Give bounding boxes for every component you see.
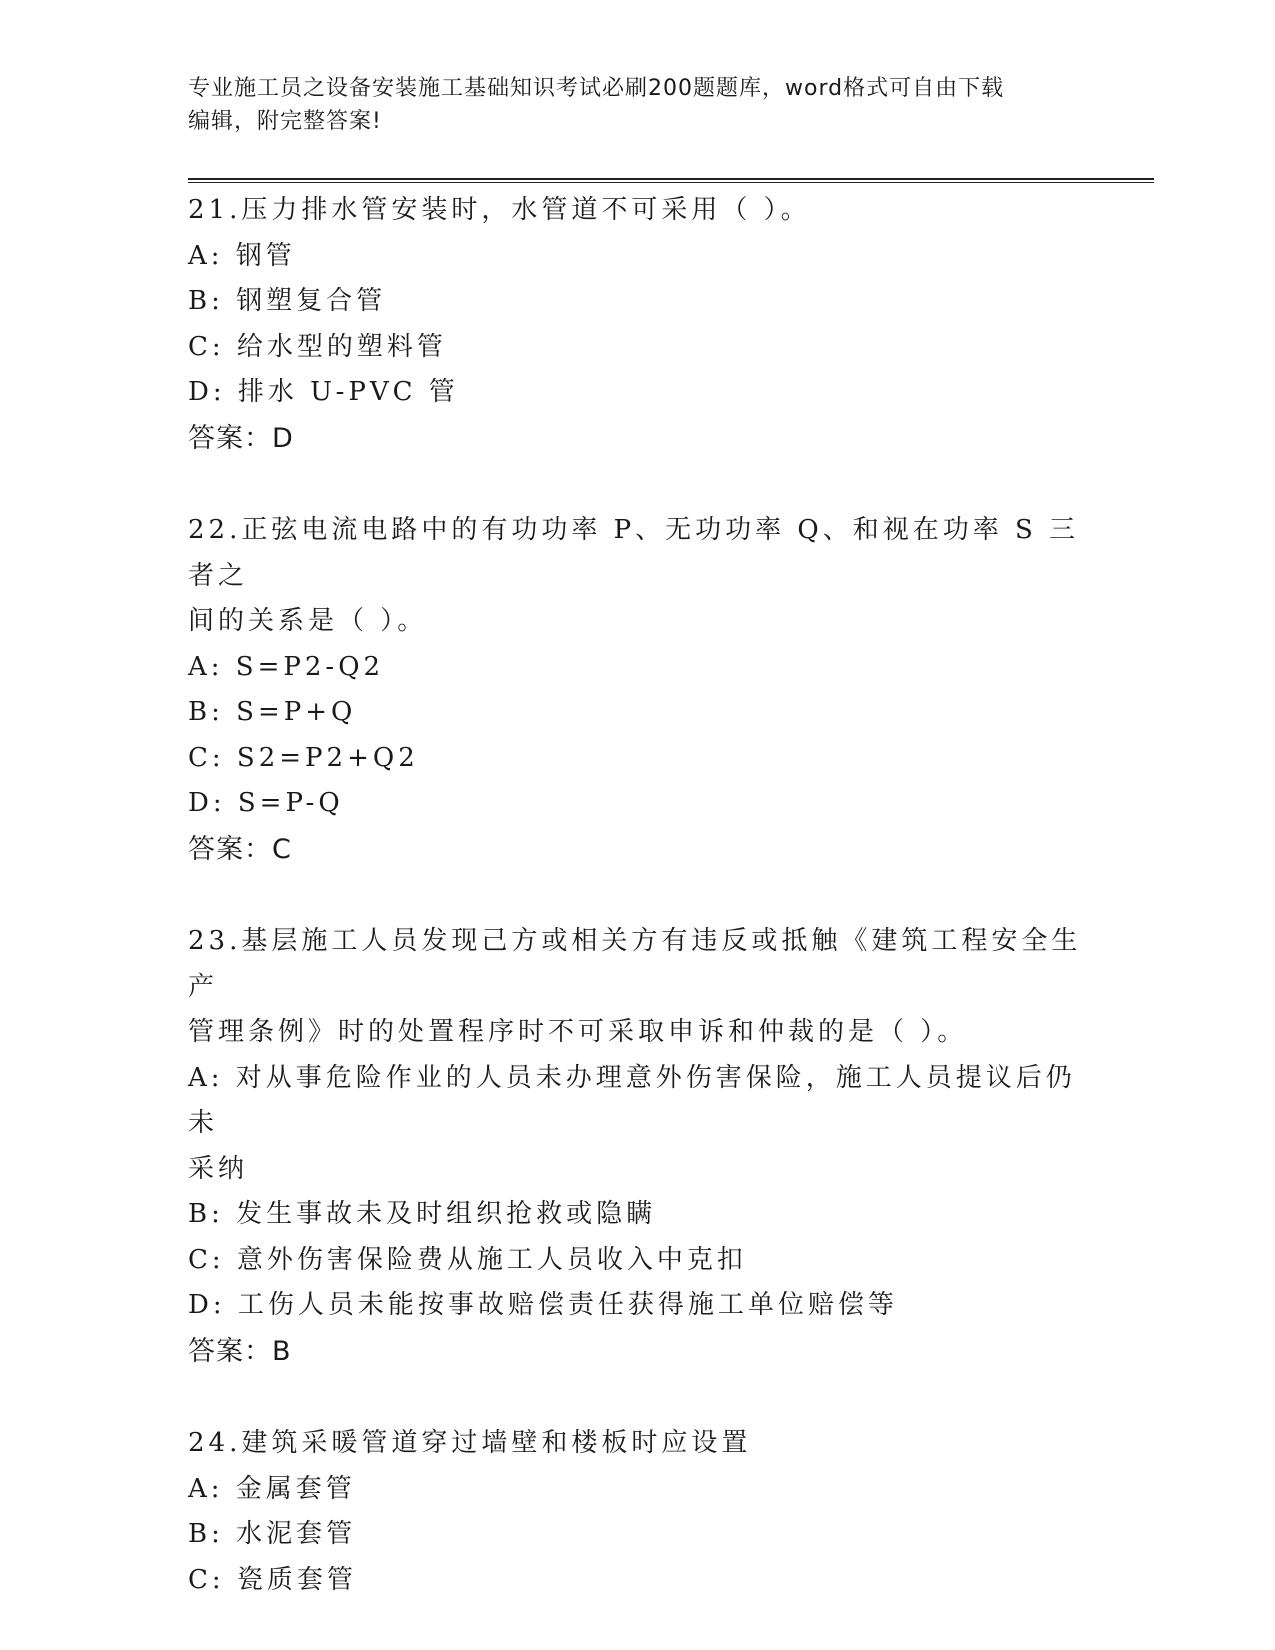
question-stem-continued: 管理条例》时的处置程序时不可采取申诉和仲裁的是（ ）。 xyxy=(188,1017,968,1047)
option-a-continued: 采纳 xyxy=(188,1153,249,1184)
question-stem: 24.建筑采暖管道穿过墙壁和楼板时应设置 xyxy=(188,1428,752,1458)
option-b: B: 水泥套管 xyxy=(188,1519,357,1549)
header-line-2: 编辑，附完整答案! xyxy=(188,109,382,134)
question-24 xyxy=(188,1421,1088,1603)
question-stem-continued: 间的关系是（ ）。 xyxy=(188,606,428,636)
header-line-1: 专业施工员之设备安装施工基础知识考试必刷200题题库，word格式可自由下载 xyxy=(188,76,1005,101)
question-stem: 21.压力排水管安装时，水管道不可采用（ ）。 xyxy=(188,195,811,225)
question-stem: 22.正弦电流电路中的有功功率 P、无功功率 Q、和视在功率 S 三者之 xyxy=(188,515,1080,591)
option-a: A: 金属套管 xyxy=(188,1473,356,1504)
option-c: C: 给水型的塑料管 xyxy=(188,331,447,362)
option-c: C: 瓷质套管 xyxy=(188,1564,357,1595)
question-21 xyxy=(188,188,1088,461)
question-list xyxy=(188,188,1088,1650)
question-stem: 23.基层施工人员发现己方或相关方有违反或抵触《建筑工程安全生产 xyxy=(188,926,1082,1002)
question-22 xyxy=(188,508,1088,872)
option-a: A: 对从事危险作业的人员未办理意外伤害保险，施工人员提议后仍未 xyxy=(188,1062,1076,1138)
option-b: B: 钢塑复合管 xyxy=(188,286,387,316)
document-header xyxy=(188,72,1068,138)
option-c: C: S2=P2+Q2 xyxy=(188,742,419,773)
header-divider xyxy=(188,178,1154,183)
question-23 xyxy=(188,919,1088,1374)
answer-label: 答案：D xyxy=(188,422,294,454)
option-a: A: 钢管 xyxy=(188,240,296,271)
option-b: B: S=P+Q xyxy=(188,697,357,727)
answer-label: 答案：B xyxy=(188,1335,292,1367)
option-d: D: S=P-Q xyxy=(188,788,344,818)
option-b: B: 发生事故未及时组织抢救或隐瞒 xyxy=(188,1199,657,1229)
option-d: D: 工伤人员未能按事故赔偿责任获得施工单位赔偿等 xyxy=(188,1290,898,1320)
option-a: A: S=P2-Q2 xyxy=(188,651,385,682)
answer-label: 答案：C xyxy=(188,833,292,865)
option-d: D: 排水 U-PVC 管 xyxy=(188,377,459,407)
option-c: C: 意外伤害保险费从施工人员收入中克扣 xyxy=(188,1244,747,1275)
